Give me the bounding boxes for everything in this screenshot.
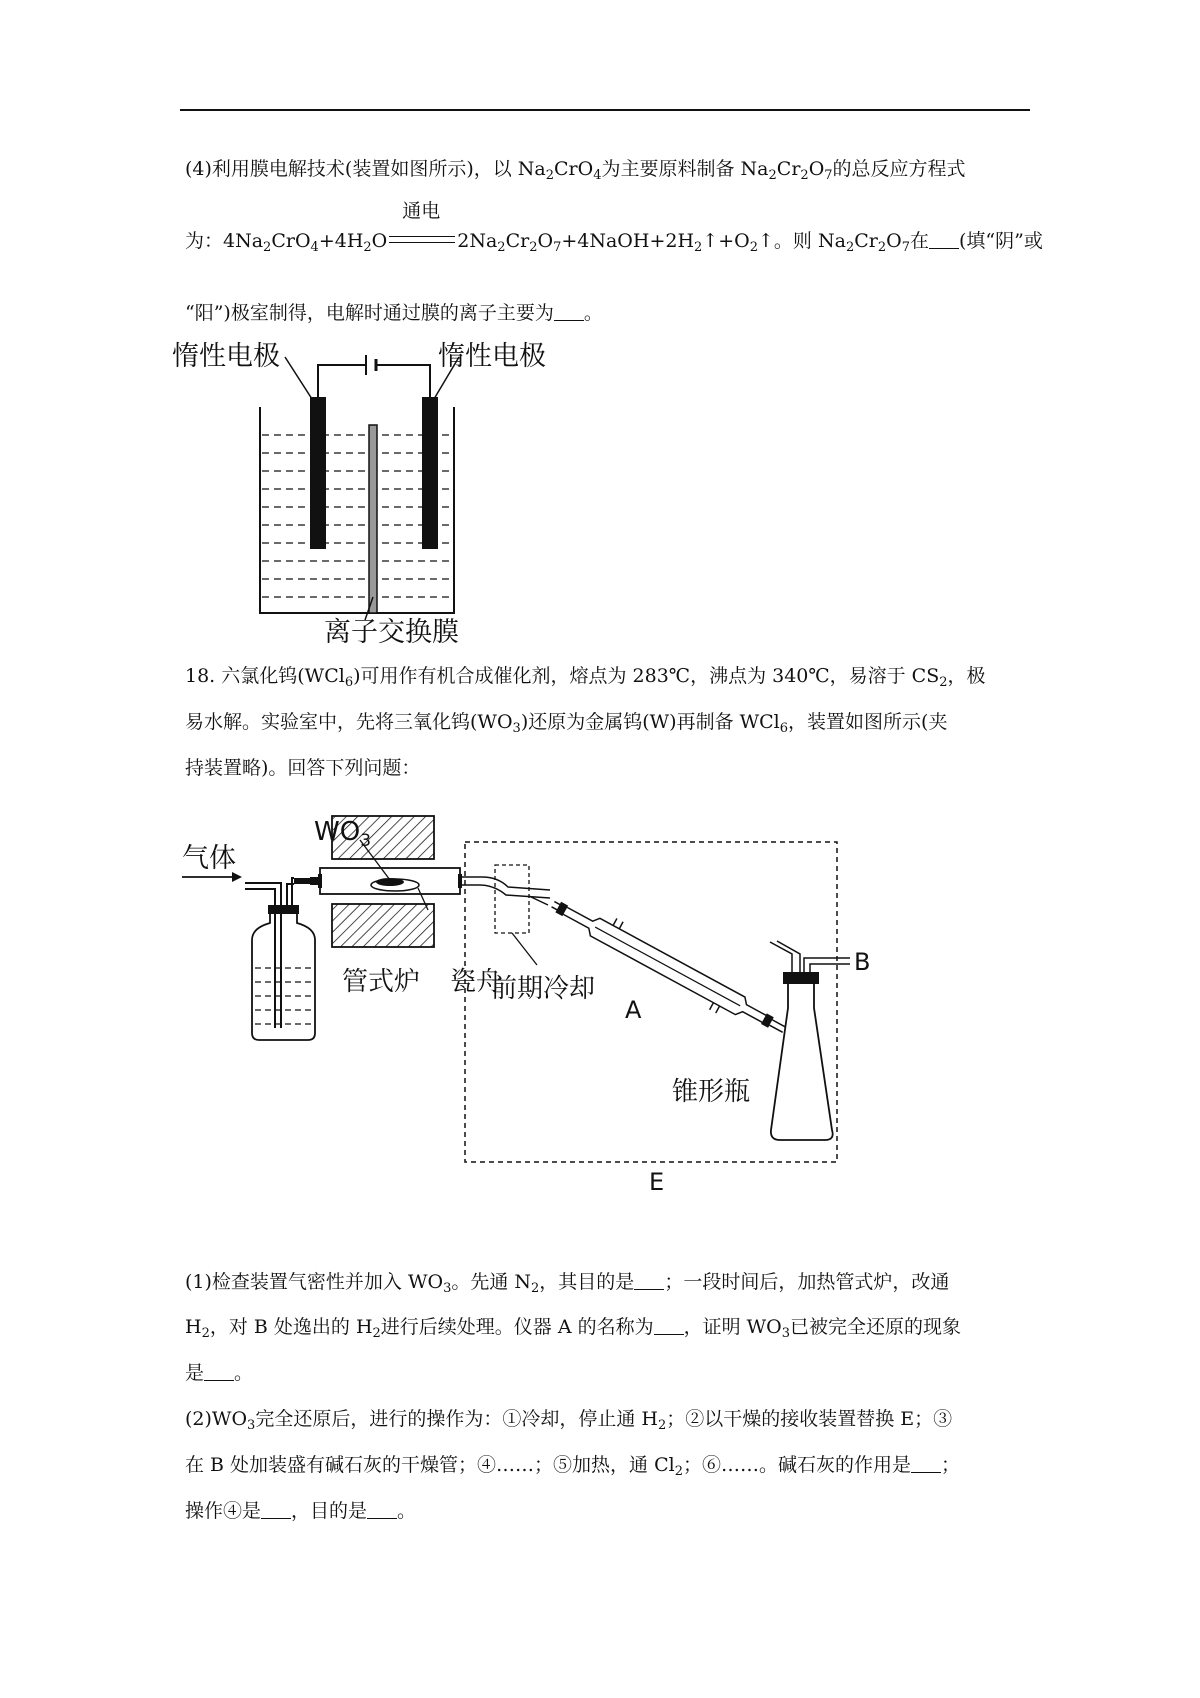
conical-flask: [770, 941, 850, 1140]
label-boat: 瓷舟: [450, 967, 503, 997]
answer-blank[interactable]: [204, 1362, 234, 1381]
answer-blank[interactable]: [554, 302, 584, 321]
q4-line-3: “阳”)极室制得，电解时通过膜的离子主要为 。: [185, 302, 603, 324]
label-E: E: [649, 1168, 665, 1190]
answer-blank[interactable]: [261, 1500, 291, 1519]
wash-bottle: [245, 878, 315, 1040]
eq-condition: 通电: [402, 200, 441, 222]
q18-2-line-3: 操作④是 ，目的是 。: [185, 1500, 417, 1522]
furnace-bottom: [332, 904, 434, 947]
label-A: A: [625, 996, 642, 1024]
label-flask: 锥形瓶: [672, 1077, 751, 1107]
header-rule: [180, 109, 1030, 111]
label-gas: 气体: [182, 843, 236, 874]
left-electrode: [310, 397, 326, 549]
answer-blank[interactable]: [929, 230, 959, 249]
electrolysis-diagram: [170, 335, 570, 645]
answer-blank[interactable]: [654, 1316, 684, 1335]
q18-line-3: 持装置略)。回答下列问题：: [185, 757, 421, 779]
apparatus-diagram: [170, 800, 970, 1190]
label-wo3: $WO_3$: [314, 817, 372, 851]
answer-blank[interactable]: [634, 1271, 664, 1290]
ion-exchange-membrane: [369, 425, 377, 613]
q18-2-line-1: $(2)WO_3$完全还原后，进行的操作为：①冷却，停止通 $H_2$；②以干燥的接收装置替换 E；③: [185, 1408, 953, 1433]
q4-line-1: (4)利用膜电解技术(装置如图所示)，以 $Na_2CrO_4$为主要原料制备 $Na_2Cr_2O_7$的总反应方程式: [185, 158, 966, 183]
q18-1-line-2: $H_2$，对 B 处逸出的 $H_2$进行后续处理。仪器 A 的名称为 ，证明 $WO_3$已被完全还原的现象: [185, 1316, 962, 1341]
q18-line-1: 18. 六氯化钨(WCl$_6$)可用作有机合成催化剂，熔点为 283℃，沸点为 340℃，易溶于 $CS_2$，极: [185, 665, 986, 690]
q18-line-2: 易水解。实验室中，先将三氧化钨$(WO_3)$还原为金属钨(W)再制备 WCl$_6$，装置如图所示(夹: [185, 711, 948, 736]
label-furnace: 管式炉: [342, 967, 421, 997]
answer-blank[interactable]: [911, 1454, 941, 1473]
label-right-electrode: 惰性电极: [438, 341, 546, 372]
q4-line-2: 为：$4Na_2CrO_4+4H_2O$ 通电 $2Na_2Cr_2O_7+4NaOH+2H_2↑+O_2↑$。则 $Na_2Cr_2O_7$在 (填“阴”或: [185, 218, 1035, 271]
reaction-arrow: [387, 200, 457, 264]
answer-blank[interactable]: [367, 1500, 397, 1519]
q18-1-line-3: 是 。: [185, 1362, 254, 1384]
label-left-electrode: 惰性电极: [172, 341, 280, 372]
label-membrane: 离子交换膜: [324, 617, 459, 645]
label-B: B: [854, 948, 871, 976]
label-precool: 前期冷却: [491, 974, 596, 1004]
q18-2-line-2: 在 B 处加装盛有碱石灰的干燥管；④……；⑤加热，通 $Cl_2$；⑥……。碱石灰的作用是 ；: [185, 1454, 961, 1479]
right-electrode: [422, 397, 438, 549]
condenser-A: [544, 888, 792, 1045]
q18-1-line-1: (1)检查装置气密性并加入 $WO_3$。先通 $N_2$，其目的是 ；一段时间后，加热管式炉，改通: [185, 1271, 950, 1296]
precool-box: [495, 865, 529, 933]
